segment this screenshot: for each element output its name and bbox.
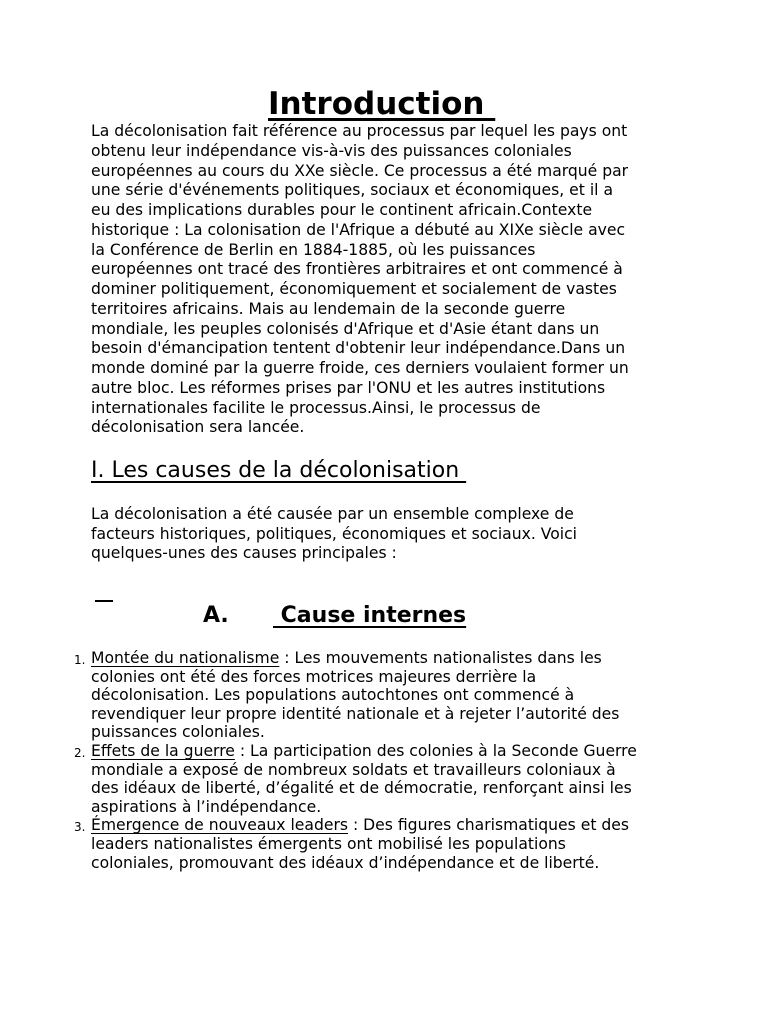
- intro-line: dominer politiquement, économiquement et socialement de vastes: [91, 280, 617, 298]
- intro-line: obtenu leur indépendance vis-à-vis des puissances coloniales: [91, 141, 572, 160]
- intro-line: une série d'événements politiques, sociaux et économiques, et il a: [91, 181, 614, 200]
- list-line: colonies ont été des forces motrices majeures derrière la: [91, 667, 537, 686]
- list-line: [91, 742, 694, 761]
- list-line: des idéaux de liberté, d’égalité et de démocratie, renforçant ainsi les: [91, 779, 632, 798]
- intro-line: historique : La colonisation de l'Afrique a débuté au XIXe siècle avec: [91, 220, 626, 239]
- causes-list: [74, 649, 694, 872]
- intro-paragraph: [91, 122, 691, 438]
- list-line: revendiquer leur propre identité nationale et à rejeter l’autorité des: [91, 704, 620, 723]
- intro-line: autre bloc. Les réformes prises par l'ONU et les autres institutions: [91, 378, 606, 397]
- section-line: La décolonisation a été causée par un ensemble complexe de: [91, 505, 574, 523]
- list-line: coloniales, promouvant des idéaux d’indépendance et de liberté.: [91, 853, 600, 872]
- intro-line: européennes ont tracé des frontières arbitraires et ont commencé à: [91, 260, 623, 279]
- intro-line: la Conférence de Berlin en 1884-1885, où les puissances: [91, 240, 536, 259]
- list-term: Effets de la guerre: [91, 741, 235, 760]
- list-line: décolonisation. Les populations autochtones ont commencé à: [91, 686, 575, 705]
- list-item: [74, 742, 694, 816]
- subsection-letter: A.: [203, 603, 229, 628]
- list-line: mondiale a exposé de nombreux soldats et travailleurs coloniaux à: [91, 760, 616, 779]
- list-line: [91, 649, 694, 668]
- intro-line: décolonisation sera lancée.: [91, 418, 305, 437]
- list-line: [91, 816, 694, 835]
- list-line: aspirations à l’indépendance.: [91, 797, 322, 816]
- intro-line: eu des implications durables pour le continent africain.Contexte: [91, 201, 593, 219]
- list-line: puissances coloniales.: [91, 723, 265, 742]
- list-term: Émergence de nouveaux leaders: [91, 816, 348, 835]
- list-item: [74, 649, 694, 742]
- subsection-title: Cause internes: [273, 603, 467, 628]
- intro-line: besoin d'émancipation tentent d'obtenir leur indépendance.Dans un: [91, 339, 626, 358]
- intro-line: territoires africains. Mais au lendemain de la seconde guerre: [91, 299, 566, 318]
- section-line: facteurs historiques, politiques, économiques et sociaux. Voici: [91, 524, 577, 543]
- list-line: leaders nationalistes émergents ont mobilisé les populations: [91, 834, 566, 853]
- list-number: 3.: [74, 820, 86, 835]
- intro-line: La décolonisation fait référence au processus par lequel les pays ont: [91, 122, 628, 140]
- list-number: 1.: [74, 653, 86, 667]
- list-term-text: : La participation des colonies à la Seconde Guerre: [234, 741, 637, 760]
- list-item: [74, 816, 694, 872]
- intro-line: européennes au cours du XXe siècle. Ce processus a été marqué par: [91, 161, 629, 180]
- page-title: Introduction: [268, 86, 496, 122]
- section-paragraph: [91, 505, 691, 564]
- underline-mark: [95, 600, 113, 602]
- section-heading: I. Les causes de la décolonisation: [91, 458, 467, 483]
- list-term: Montée du nationalisme: [91, 649, 280, 667]
- list-number: 2.: [74, 745, 86, 760]
- intro-line: mondiale, les peuples colonisés d'Afrique et d'Asie étant dans un: [91, 319, 600, 338]
- intro-line: internationales facilite le processus.Ainsi, le processus de: [91, 398, 541, 417]
- section-line: quelques-unes des causes principales :: [91, 544, 397, 562]
- intro-line: monde dominé par la guerre froide, ces derniers voulaient former un: [91, 359, 629, 377]
- list-term-text: : Les mouvements nationalistes dans les: [279, 649, 602, 667]
- list-term-text: : Des figures charismatiques et des: [348, 816, 630, 835]
